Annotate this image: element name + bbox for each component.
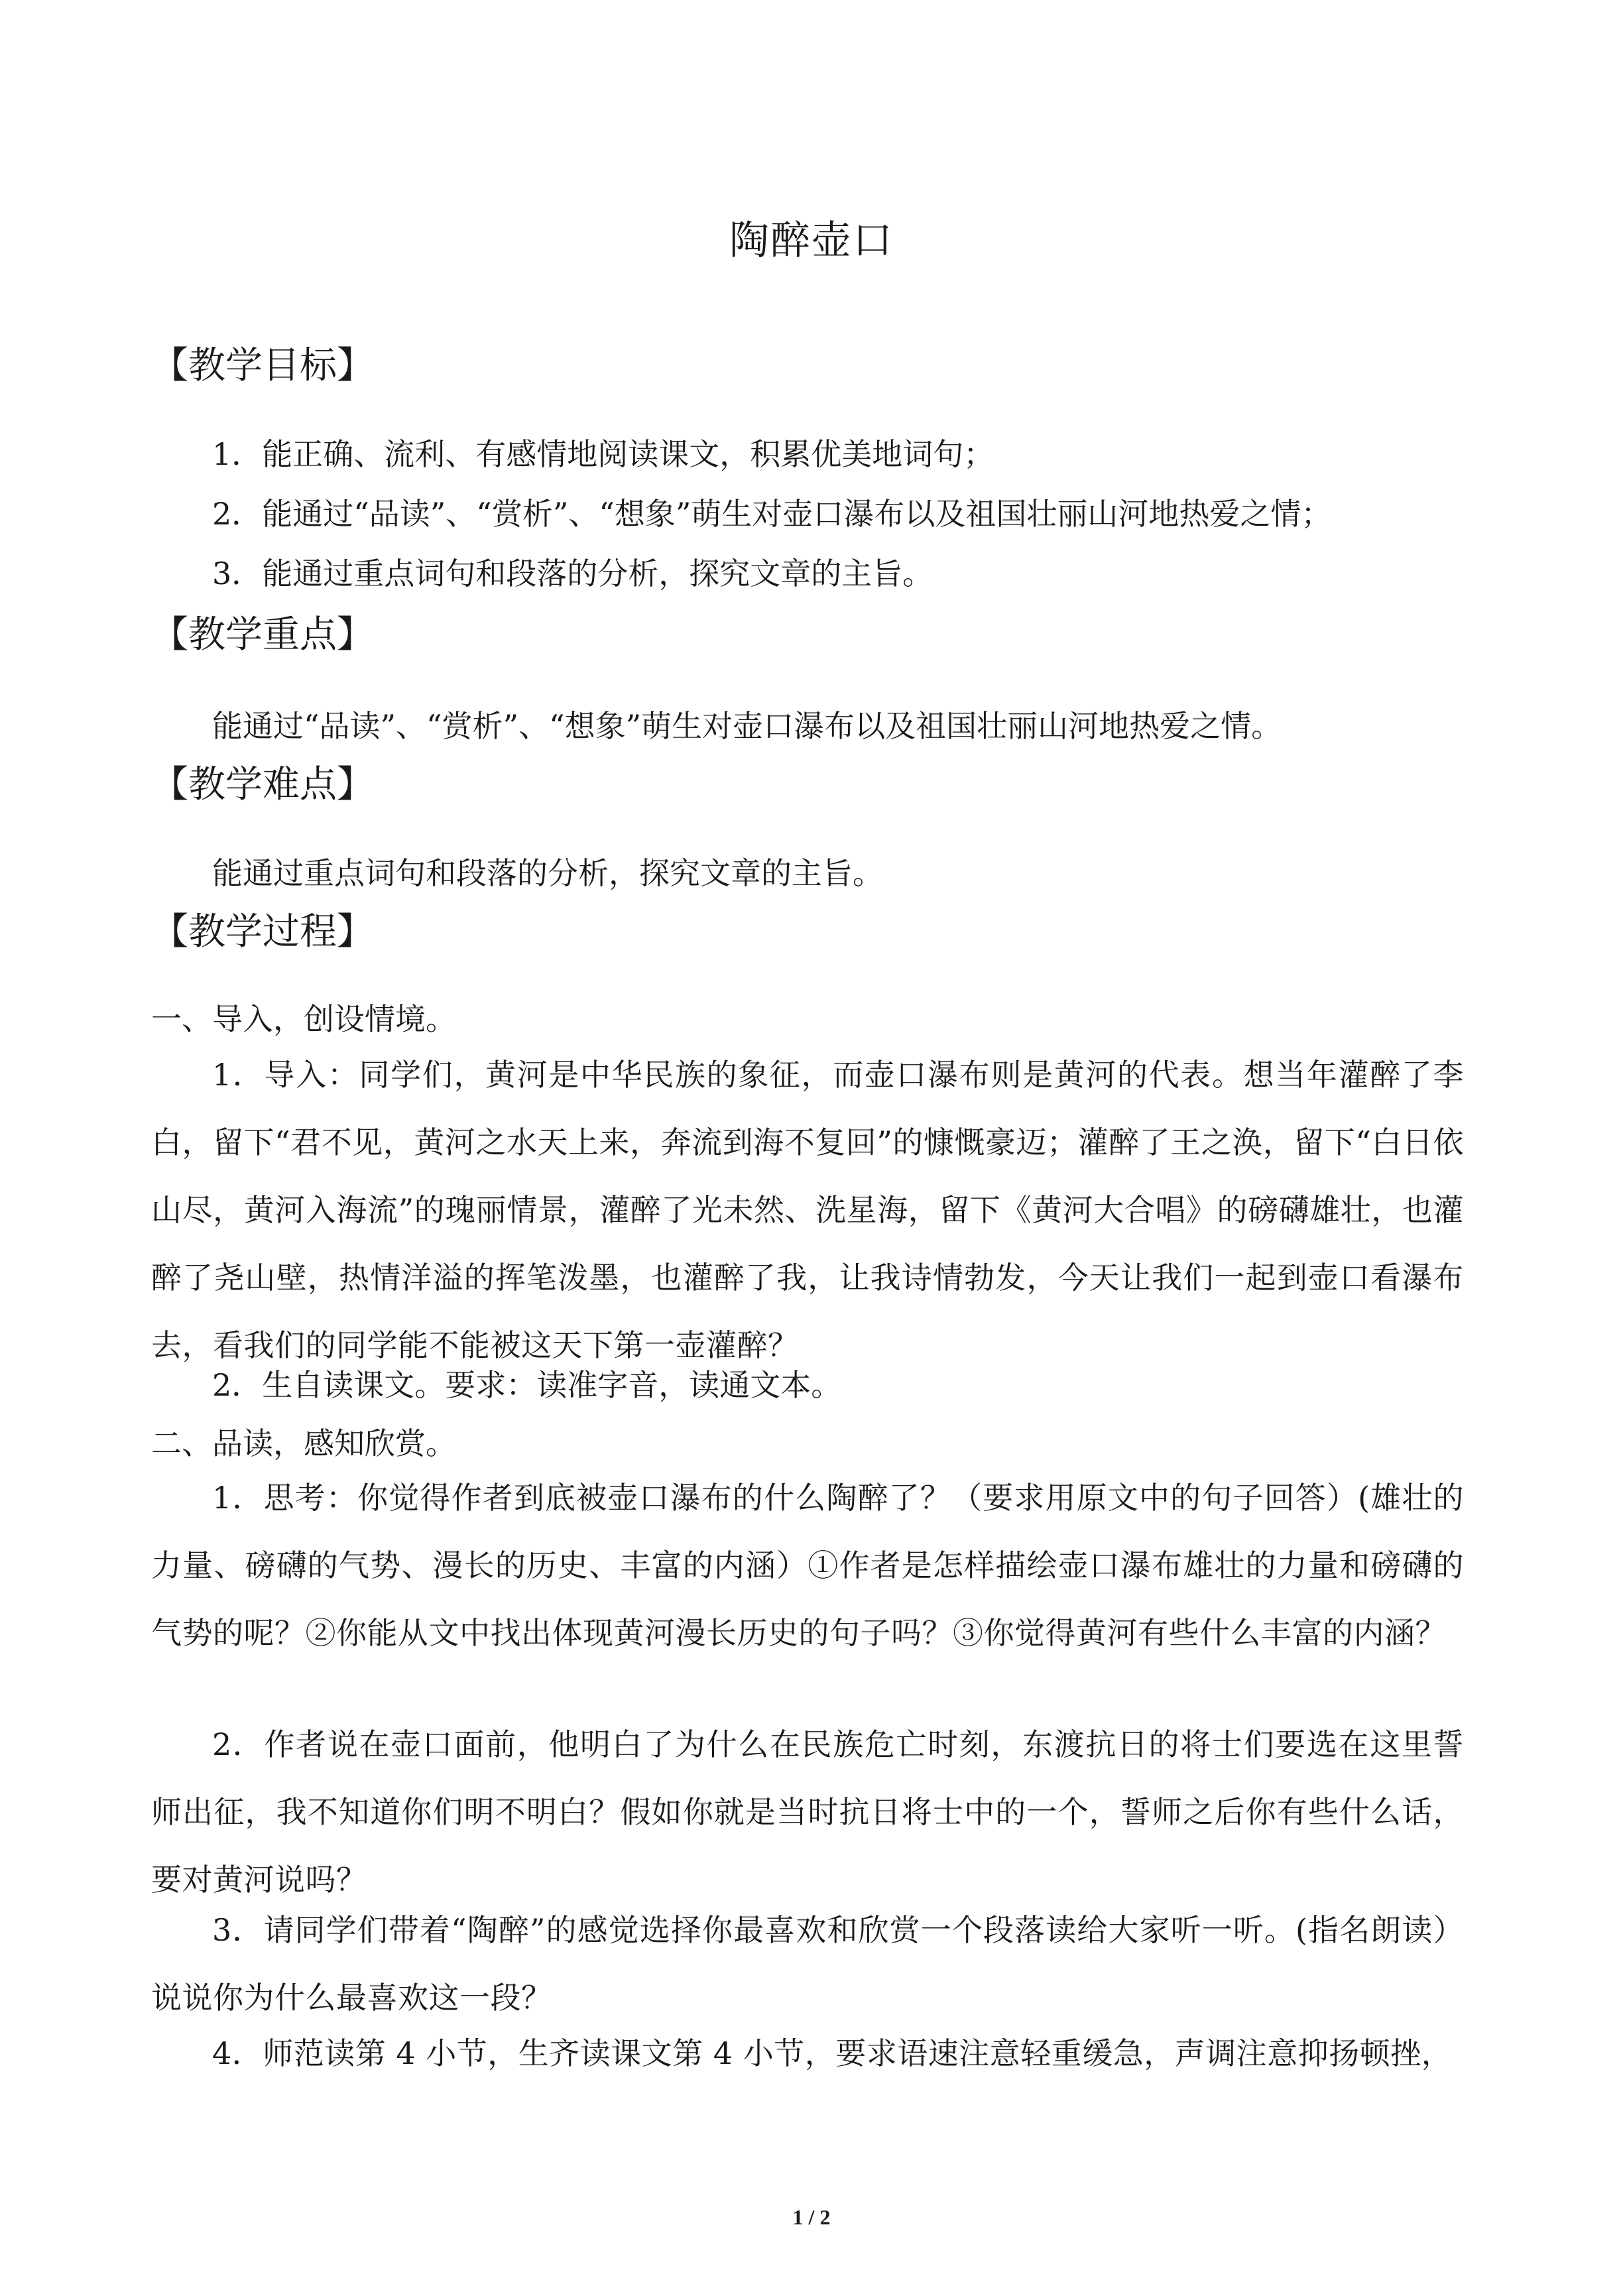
- goal-item-3: 3．能通过重点词句和段落的分析，探究文章的主旨。: [212, 556, 933, 591]
- process-part1-paragraph-2: 2．生自读课文。要求：读准字音，读通文本。: [212, 1367, 842, 1403]
- section-heading-process: 【教学过程】: [151, 910, 374, 953]
- process-part2-paragraph-4: 4．师范读第 4 小节，生齐读课文第 4 小节，要求语速注意轻重缓急，声调注意抑扬顿挫，: [212, 2035, 1453, 2071]
- process-part1-title: 一、导入，创设情境。: [151, 1001, 456, 1037]
- difficulties-text: 能通过重点词句和段落的分析，探究文章的主旨。: [212, 855, 883, 891]
- process-part1-paragraph-1: 1．导入：同学们，黄河是中华民族的象征，而壶口瀑布则是黄河的代表。想当年灌醉了李白，留下“君不见，黄河之水天上来，奔流到海不复回”的慷慨豪迈；灌醉了王之涣，留下“白日依山尽，黄河入海流”的瑰丽情景，灌醉了光未然、洗星海，留下《黄河大合唱》的磅礴雄壮，也灌醉了尧山壁，热情洋溢的挥笔泼墨，也灌醉了我，让我诗情勃发，今天让我们一起到壶口看瀑布去，看我们的同学能不能被这天下第一壶灌醉？: [151, 1057, 1464, 1363]
- section-heading-goals: 【教学目标】: [151, 344, 374, 387]
- process-part2-title: 二、品读，感知欣赏。: [151, 1425, 456, 1461]
- process-part2-paragraph-1: 1．思考：你觉得作者到底被壶口瀑布的什么陶醉了？（要求用原文中的句子回答）(雄壮的力量、磅礴的气势、漫长的历史、丰富的内涵）①作者是怎样描绘壶口瀑布雄壮的力量和磅礴的气势的呢？②你能从文中找出体现黄河漫长历史的句子吗？③你觉得黄河有些什么丰富的内涵？: [151, 1480, 1464, 1651]
- goal-item-1: 1．能正确、流利、有感情地阅读课文，积累优美地词句；: [212, 436, 994, 472]
- key-points-text: 能通过“品读”、“赏析”、“想象”萌生对壶口瀑布以及祖国壮丽山河地热爱之情。: [212, 708, 1282, 744]
- section-heading-key-points: 【教学重点】: [151, 613, 374, 656]
- process-part2-paragraph-2: 2．作者说在壶口面前，他明白了为什么在民族危亡时刻，东渡抗日的将士们要选在这里誓师出征，我不知道你们明不明白？假如你就是当时抗日将士中的一个，誓师之后你有些什么话，要对黄河说吗？: [151, 1726, 1464, 1898]
- document-title: 陶醉壶口: [729, 217, 894, 264]
- process-part2-paragraph-3: 3．请同学们带着“陶醉”的感觉选择你最喜欢和欣赏一个段落读给大家听一听。(指名朗读）说说你为什么最喜欢这一段？: [151, 1912, 1464, 2016]
- goal-item-2: 2．能通过“品读”、“赏析”、“想象”萌生对壶口瀑布以及祖国壮丽山河地热爱之情；: [212, 496, 1332, 532]
- page-number: 1 / 2: [792, 2205, 831, 2229]
- section-heading-difficulties: 【教学难点】: [151, 763, 374, 806]
